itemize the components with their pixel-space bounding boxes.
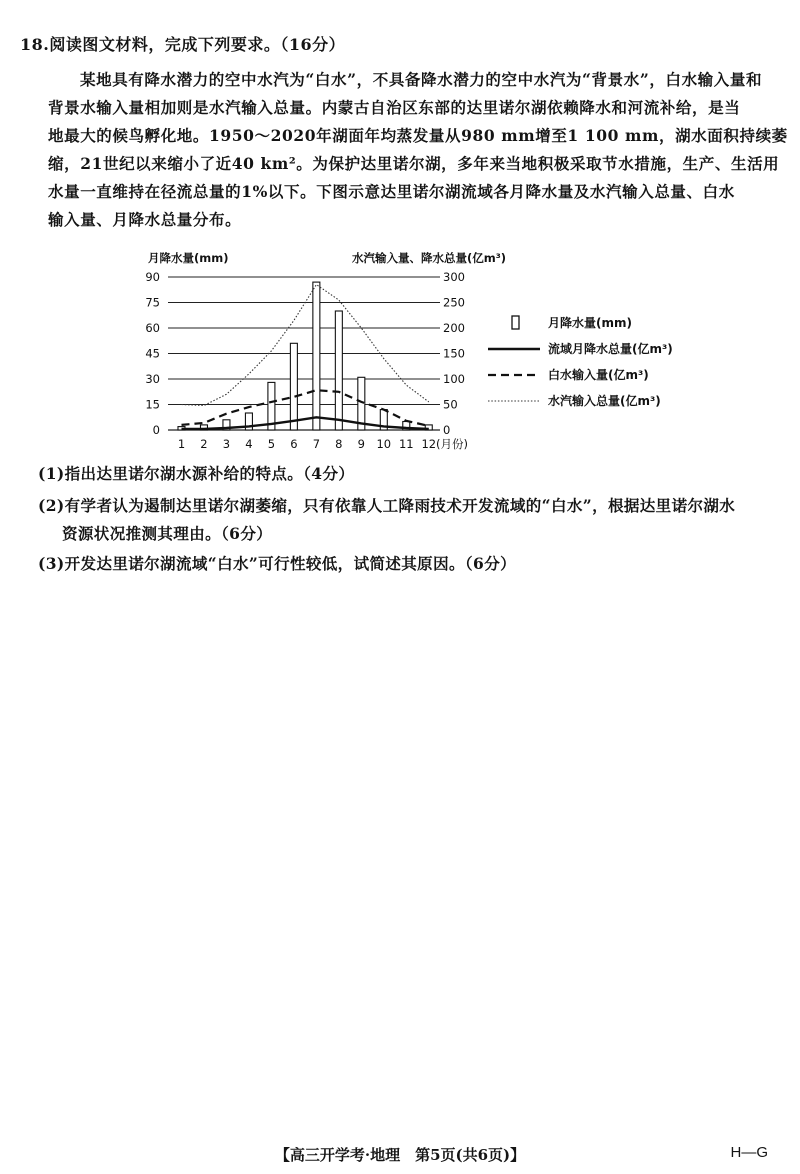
x-tick-label: 7	[312, 437, 321, 451]
legend-bar-swatch	[512, 316, 519, 329]
material-line: 某地具有降水潜力的空中水汽为“白水”，不具备降水潜力的空中水汽为“背景水”，白水输入量和	[80, 70, 763, 89]
material-line: 背景水输入量相加则是水汽输入总量。内蒙古自治区东部的达里诺尔湖依赖降水和河流补给，是当	[48, 98, 741, 117]
precipitation-chart	[0, 0, 800, 470]
sub-question-1	[38, 460, 783, 488]
left-tick-label: 45	[145, 346, 160, 361]
left-tick-label: 0	[152, 423, 160, 437]
sub-question-text: (3)开发达里诺尔湖流域“白水”可行性较低，试简述其原因。（6分）	[38, 554, 517, 573]
x-tick-label: 6	[290, 437, 298, 451]
left-tick-label: 30	[145, 372, 160, 386]
x-tick-label: 12	[421, 437, 437, 451]
x-tick-label: 9	[357, 437, 365, 451]
material-line: 水量一直维持在径流总量的1%以下。下图示意达里诺尔湖流域各月降水量及水汽输入总量、白水	[48, 182, 735, 201]
precip-bar	[313, 282, 320, 430]
material-line: 地最大的候鸟孵化地。1950～2020年湖面年均蒸发量从980 mm增至1 100 mm，湖水面积持续萎	[48, 126, 788, 145]
x-tick-label: 3	[222, 437, 231, 451]
x-tick-label: 2	[200, 437, 208, 451]
left-axis-title: 月降水量(mm)	[148, 251, 229, 265]
material-line: 输入量、月降水总量分布。	[48, 210, 242, 229]
page-footer: 【高三开学考·地理 第5页(共6页)】	[274, 1146, 526, 1164]
x-tick-label: 5	[267, 437, 276, 451]
material-line: 缩，21世纪以来缩小了近40 km²。为保护达里诺尔湖，多年来当地积极采取节水措施，生产、生活用	[48, 154, 780, 173]
left-tick-label: 15	[145, 397, 160, 412]
precip-bar	[335, 311, 342, 430]
right-tick-label: 0	[443, 423, 451, 437]
left-tick-label: 60	[145, 321, 160, 335]
total-precip-line	[182, 417, 429, 429]
right-tick-label: 200	[443, 321, 465, 335]
legend-label: 白水输入量(亿m³)	[548, 368, 649, 382]
right-tick-label: 50	[443, 397, 458, 412]
right-tick-label: 300	[443, 270, 465, 284]
legend-label: 月降水量(mm)	[548, 316, 632, 330]
sub-question-text: (2)有学者认为遏制达里诺尔湖萎缩，只有依靠人工降雨技术开发流域的“白水”，根据达里诺尔湖水	[38, 496, 736, 515]
legend-label: 流域月降水总量(亿m³)	[548, 342, 673, 356]
legend-label: 水汽输入总量(亿m³)	[548, 394, 661, 408]
right-tick-label: 250	[443, 295, 465, 310]
right-axis-title: 水汽输入量、降水总量(亿m³)	[352, 251, 507, 265]
question-title: 18.阅读图文材料，完成下列要求。（16分）	[20, 35, 346, 54]
sub-question-3	[38, 550, 783, 578]
x-tick-label: 1	[177, 437, 186, 451]
right-tick-label: 100	[443, 372, 465, 386]
x-tick-label: 4	[245, 437, 253, 451]
exam-code: H—G	[730, 1144, 768, 1161]
sub-question-text-cont: 资源状况推测其理由。（6分）	[62, 524, 273, 543]
left-tick-label: 90	[145, 270, 160, 284]
sub-question-2	[38, 492, 783, 548]
right-tick-label: 150	[443, 346, 465, 361]
x-tick-label: 11	[398, 437, 414, 451]
x-tick-label: 8	[335, 437, 343, 451]
white-water-line	[182, 390, 429, 426]
precip-bar	[290, 343, 297, 430]
x-axis-unit: (月份)	[436, 437, 468, 451]
x-tick-label: 10	[376, 437, 392, 451]
left-tick-label: 75	[145, 295, 160, 310]
sub-question-text: (1)指出达里诺尔湖水源补给的特点。（4分）	[38, 464, 355, 483]
